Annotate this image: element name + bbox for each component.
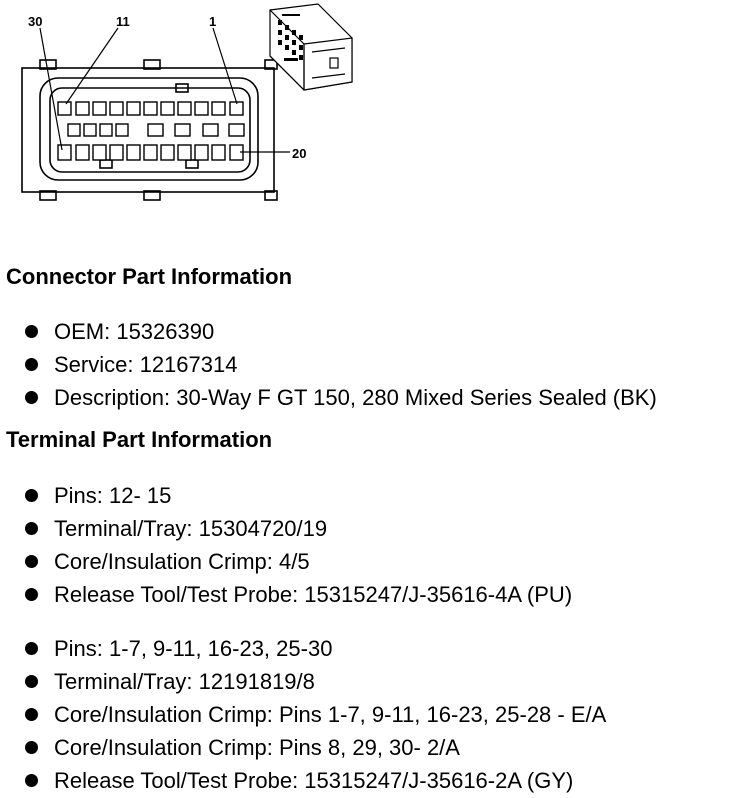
list-item-text: Pins: 1-7, 9-11, 16-23, 25-30 [54, 636, 333, 661]
list-item-text: Release Tool/Test Probe: 15315247/J-35616-4A (PU) [54, 582, 573, 607]
bullet-icon [25, 358, 38, 371]
list-item-text: Core/Insulation Crimp: Pins 8, 29, 30- 2/A [54, 735, 460, 760]
bullet-icon [25, 588, 38, 601]
bullet-icon [25, 675, 38, 688]
list-item [0, 578, 572, 611]
terminal-part-heading: Terminal Part Information [6, 427, 273, 452]
list-item [0, 665, 606, 698]
bullet-icon [25, 642, 38, 655]
list-item [0, 315, 657, 348]
callout-pin-20: 20 [292, 146, 307, 161]
list-item [0, 545, 572, 578]
callout-pin-11: 11 [116, 14, 130, 29]
list-item [0, 731, 606, 764]
list-item-text: Terminal/Tray: 12191819/8 [54, 669, 315, 694]
list-item-text: OEM: 15326390 [54, 319, 215, 344]
bullet-icon [25, 774, 38, 787]
list-item-text: Pins: 12- 15 [54, 483, 172, 508]
list-item [0, 381, 657, 414]
list-item-text: Core/Insulation Crimp: Pins 1-7, 9-11, 16-23, 25-28 - E/A [54, 702, 607, 727]
list-item [0, 764, 606, 797]
list-item [0, 698, 606, 731]
terminal-part-list-group-2 [0, 632, 606, 797]
list-item-text: Core/Insulation Crimp: 4/5 [54, 549, 310, 574]
list-item [0, 348, 657, 381]
connector-part-heading: Connector Part Information [6, 264, 293, 289]
list-item-text: Terminal/Tray: 15304720/19 [54, 516, 328, 541]
bullet-icon [25, 391, 38, 404]
list-item [0, 479, 572, 512]
connector-face-diagram [0, 0, 360, 210]
bullet-icon [25, 325, 38, 338]
callout-pin-30: 30 [28, 14, 43, 29]
list-item [0, 632, 606, 665]
list-item-text: Release Tool/Test Probe: 15315247/J-35616-2A (GY) [54, 768, 574, 793]
bullet-icon [25, 741, 38, 754]
list-item-text: Service: 12167314 [54, 352, 238, 377]
list-item [0, 512, 572, 545]
connector-iso-thumbnail [270, 4, 352, 90]
bullet-icon [25, 489, 38, 502]
bullet-icon [25, 708, 38, 721]
terminal-cavities [58, 102, 244, 160]
list-item-text: Description: 30-Way F GT 150, 280 Mixed Series Sealed (BK) [54, 385, 657, 410]
terminal-part-list-group-1 [0, 479, 572, 611]
bullet-icon [25, 522, 38, 535]
callout-pin-1: 1 [209, 14, 217, 29]
connector-part-list [0, 315, 657, 414]
bullet-icon [25, 555, 38, 568]
